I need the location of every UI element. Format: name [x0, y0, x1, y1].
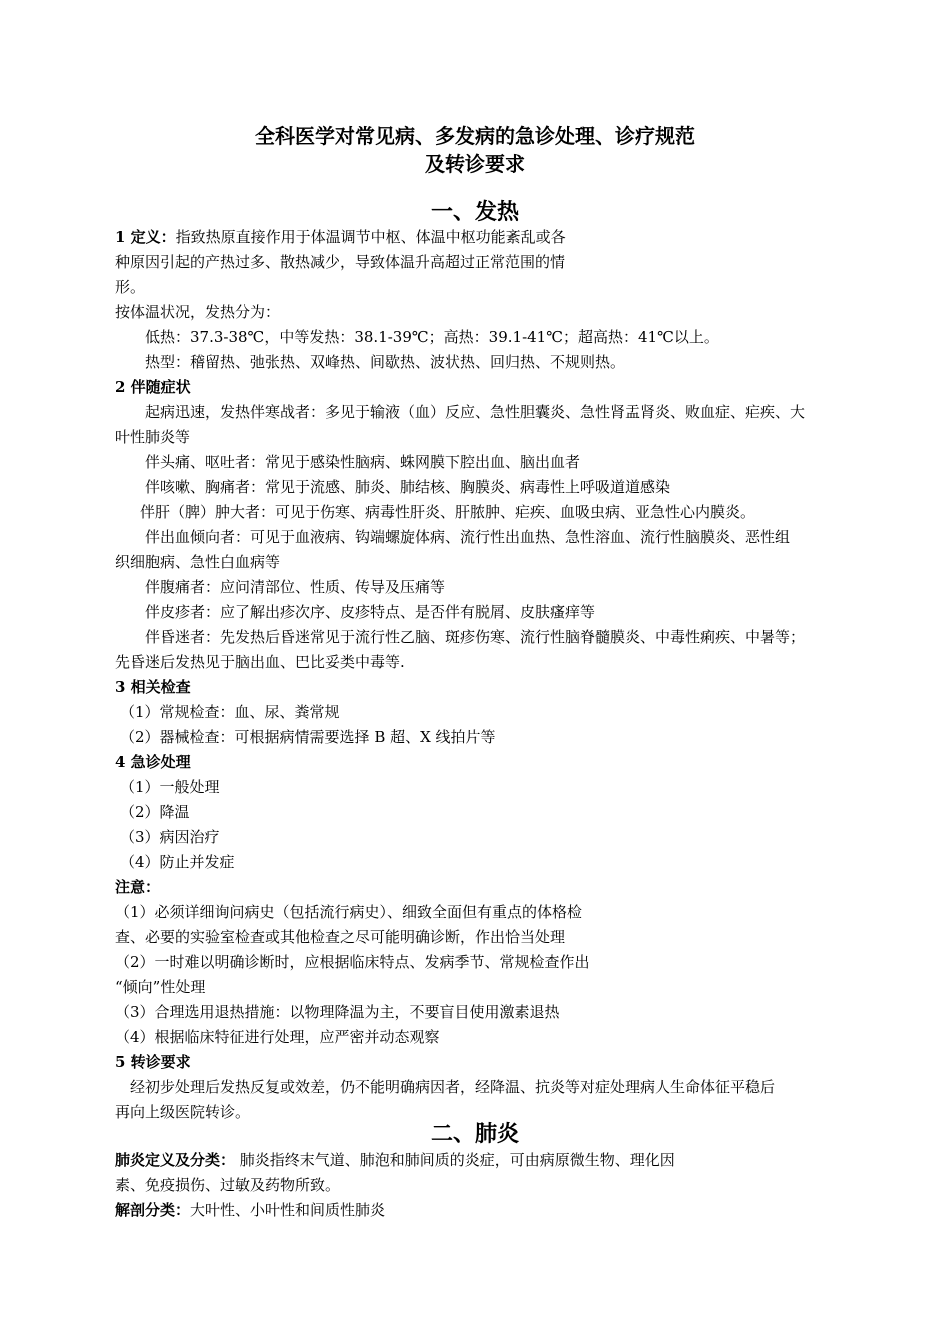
symptom-coma-line1: 伴昏迷者：先发热后昏迷常见于流行性乙脑、斑疹伤寒、流行性脑脊髓膜炎、中毒性痢疾、中暑等； [145, 628, 806, 646]
note2-line2: “倾向”性处理 [115, 978, 206, 996]
symptom-rash: 伴皮疹者：应了解出疹次序、皮疹特点、是否伴有脱屑、皮肤瘙痒等 [145, 603, 596, 621]
symptom-abdominal-pain: 伴腹痛者：应问清部位、性质、传导及压痛等 [145, 578, 446, 596]
referral-line1: 经初步处理后发热反复或效差，仍不能明确病因者，经降温、抗炎等对症处理病人生命体征平稳后 [130, 1078, 776, 1096]
emergency-item1: （1）一般处理 [120, 778, 220, 796]
definition-text: 指致热原直接作用于体温调节中枢、体温中枢功能紊乱或各 [175, 228, 566, 246]
emergency-item2: （2）降温 [120, 803, 190, 821]
emergency-heading: 4 急诊处理 [115, 753, 191, 771]
anatomical-classification [115, 1198, 385, 1222]
document-title-line1: 全科医学对常见病、多发病的急诊处理、诊疗规范 [255, 124, 695, 148]
definition-label: 1 定义： [115, 228, 176, 246]
symptom-hepatomegaly: 伴肝（脾）肿大者：可见于伤寒、病毒性肝炎、肝脓肿、疟疾、血吸虫病、亚急性心内膜炎。 [140, 503, 756, 521]
exam-routine: （1）常规检查：血、尿、粪常规 [120, 703, 340, 721]
section-heading-pneumonia: 二、肺炎 [430, 1121, 519, 1147]
note2-line1: （2）一时难以明确诊断时，应根据临床特点、发病季节、常规检查作出 [115, 953, 590, 971]
note1-line1: （1）必须详细询问病史（包括流行病史）、细致全面但有重点的体格检 [115, 903, 583, 921]
pneumonia-definition-label: 肺炎定义及分类： [115, 1151, 236, 1169]
symptoms-heading: 2 伴随症状 [115, 378, 191, 396]
definition-line2: 种原因引起的产热过多、散热减少，导致体温升高超过正常范围的情 [115, 253, 566, 271]
exam-instrument: （2）器械检查：可根据病情需要选择 B 超、X 线拍片等 [120, 728, 496, 746]
document-title-line2: 及转诊要求 [425, 152, 525, 176]
referral-line2: 再向上级医院转诊。 [115, 1103, 251, 1121]
note3: （3）合理选用退热措施：以物理降温为主，不要盲目使用激素退热 [115, 1003, 560, 1021]
anatomical-label: 解剖分类： [115, 1201, 191, 1219]
symptom-chills-line2: 叶性肺炎等 [115, 428, 191, 446]
note-heading: 注意： [115, 878, 161, 896]
pneumonia-definition-line2: 素、免疫损伤、过敏及药物所致。 [115, 1176, 341, 1194]
symptom-chills-line1: 起病迅速，发热伴寒战者：多见于输液（血）反应、急性胆囊炎、急性肾盂肾炎、败血症、疟疾、大 [145, 403, 806, 421]
definition-line3: 形。 [115, 278, 146, 296]
exam-heading: 3 相关检查 [115, 678, 191, 696]
pneumonia-definition-text: 肺炎指终末气道、肺泡和肺间质的炎症，可由病原微生物、理化因 [235, 1151, 675, 1169]
note4: （4）根据临床特征进行处理，应严密并动态观察 [115, 1028, 440, 1046]
symptom-headache: 伴头痛、呕吐者：常见于感染性脑病、蛛网膜下腔出血、脑出血者 [145, 453, 581, 471]
symptom-bleeding-line2: 织细胞病、急性白血病等 [115, 553, 281, 571]
fever-levels: 低热：37.3-38℃，中等发热：38.1-39℃；高热：39.1-41℃；超高热：41℃以上。 [145, 328, 719, 346]
symptom-coma-line2: 先昏迷后发热见于脑出血、巴比妥类中毒等. [115, 653, 405, 671]
emergency-item3: （3）病因治疗 [120, 828, 220, 846]
definition-line1 [115, 225, 566, 249]
referral-heading: 5 转诊要求 [115, 1053, 191, 1071]
emergency-item4: （4）防止并发症 [120, 853, 235, 871]
symptom-cough: 伴咳嗽、胸痛者：常见于流感、肺炎、肺结核、胸膜炎、病毒性上呼吸道道感染 [145, 478, 671, 496]
note1-line2: 查、必要的实验室检查或其他检查之尽可能明确诊断，作出恰当处理 [115, 928, 566, 946]
symptom-bleeding-line1: 伴出血倾向者：可见于血液病、钩端螺旋体病、流行性出血热、急性溶血、流行性脑膜炎、恶性组 [145, 528, 791, 546]
fever-types: 热型：稽留热、弛张热、双峰热、间歇热、波状热、回归热、不规则热。 [145, 353, 626, 371]
section-heading-fever: 一、发热 [430, 199, 519, 225]
anatomical-text: 大叶性、小叶性和间质性肺炎 [190, 1201, 386, 1219]
classification-intro: 按体温状况，发热分为： [115, 303, 281, 321]
pneumonia-definition-line1 [115, 1148, 675, 1172]
